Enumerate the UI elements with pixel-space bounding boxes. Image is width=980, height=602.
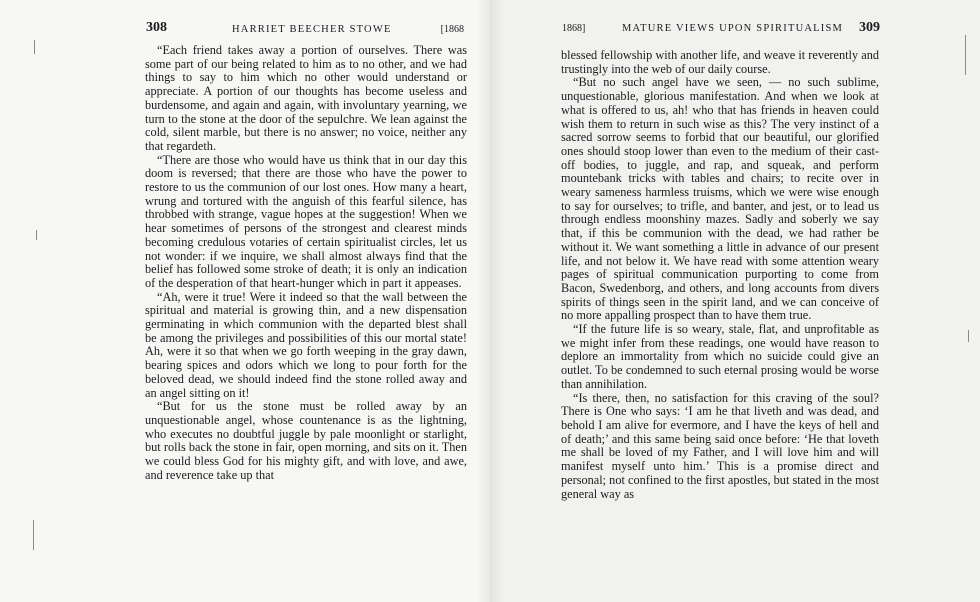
paragraph: “There are those who would have us think that in our day this doom is reversed; that there are those who have the power to restore to us the communion of our lost ones. How many a heart, wrung and tortured with the anguish of this fearful silence, has throbbed with strange, vague hopes at the suggestion! When we hear sometimes of persons of the strongest and clearest minds becoming credulous votaries of certain spiritualist circles, let us not wonder: if we inquire, we shall almost always find that the belief has followed some stroke of death; it is only an indication of the desperation of that heart-hunger which in part it appeases. [145, 152, 467, 290]
left-running-head [146, 22, 464, 38]
running-title: MATURE VIEWS UPON SPIRITUALISM [622, 23, 844, 34]
book-gutter [476, 0, 504, 602]
margin-mark [968, 330, 969, 342]
margin-mark [36, 230, 37, 240]
running-title: HARRIET BEECHER STOWE [232, 24, 392, 35]
page-number: 308 [146, 20, 167, 35]
paragraph: “Each friend takes away a portion of ourselves. There was some part of our being related to him as to no other, and we had things to say to him which no other would understand or appreciate. A portion of our thoughts has become useless and burdensome, and again and again, with involuntary yearning, we turn to the stone at the door of the sepulchre. We lean against the cold, silent marble, but there is no answer; no voice, neither any that regardeth. [145, 43, 467, 153]
right-text-column [561, 49, 879, 501]
paragraph: blessed fellowship with another life, and weave it reverently and trustingly into the web of our daily course. [561, 48, 879, 76]
page-number: 309 [859, 20, 880, 35]
paragraph: “But for us the stone must be rolled away by an unquestionable angel, whose countenance is as the lightning, who executes no doubtful juggle by pale moonlight or starlight, but rolls back the stone in fair, open morning, and sits on it. Then we could bless God for his mighty gift, and with love, and awe, and reverence take up that [145, 399, 467, 482]
running-year: 1868] [562, 23, 586, 34]
margin-mark [33, 520, 34, 550]
right-running-head [562, 22, 880, 38]
left-text-column [145, 44, 467, 483]
paragraph: “But no such angel have we seen, — no such sublime, unquestionable, glorious manifestation. And when we look at what is offered to us, ah! who that has friends in heaven could wish them to return in such wise as this? The very instinct of a sacred sorrow seems to forbid that our beautiful, our glorified ones should stoop lower than even to the medium of their cast-off bodies, to juggle, and rap, and squeak, and perform mountebank tricks with tables and chairs; to recite over in weary sameness harmless truisms, which we were wise enough to say for ourselves; to trifle, and banter, and jest, or to lead us through endless moonshiny mazes. Sadly and soberly we say that, if this be communion with the dead, we had rather be without it. We want something a little in advance of our present life, and not below it. We have read with some attention weary pages of spiritual communication purporting to come from Bacon, Swedenborg, and others, and long accounts from divers spirits of things seen in the spirit land, and we can conceive of no more appalling prospect than to have them true. [561, 75, 879, 323]
running-year: [1868 [440, 24, 464, 35]
paragraph: “Ah, were it true! Were it indeed so that the wall between the spiritual and material is growing thin, and a new dispensation germinating in which communion with the departed blest shall be among the privileges and possibilities of this our mortal state! Ah, were it so that when we go forth weeping in the gray dawn, bearing spices and odors which we long to pour forth for the beloved dead, we should indeed find the stone rolled away and an angel sitting on it! [145, 289, 467, 400]
margin-mark [34, 40, 35, 54]
margin-mark [965, 35, 966, 75]
paragraph: “Is there, then, no satisfaction for this craving of the soul? There is One who says: ‘I am he that liveth and was dead, and behold I am alive for evermore, and I have the keys of hell and of death;’ and this same being said once before: ‘He that loveth me shall be loved of my Father, and I will love him and will manifest myself unto him.’ This is a promise direct and personal; not confined to the first apostles, but stated in the most general way as [561, 390, 879, 501]
paragraph: “If the future life is so weary, stale, flat, and unprofitable as we might infer from these readings, one would have reason to deplore an immortality from which no suicide could give an outlet. To be condemned to such eternal prosing would be worse than annihilation. [561, 322, 879, 391]
